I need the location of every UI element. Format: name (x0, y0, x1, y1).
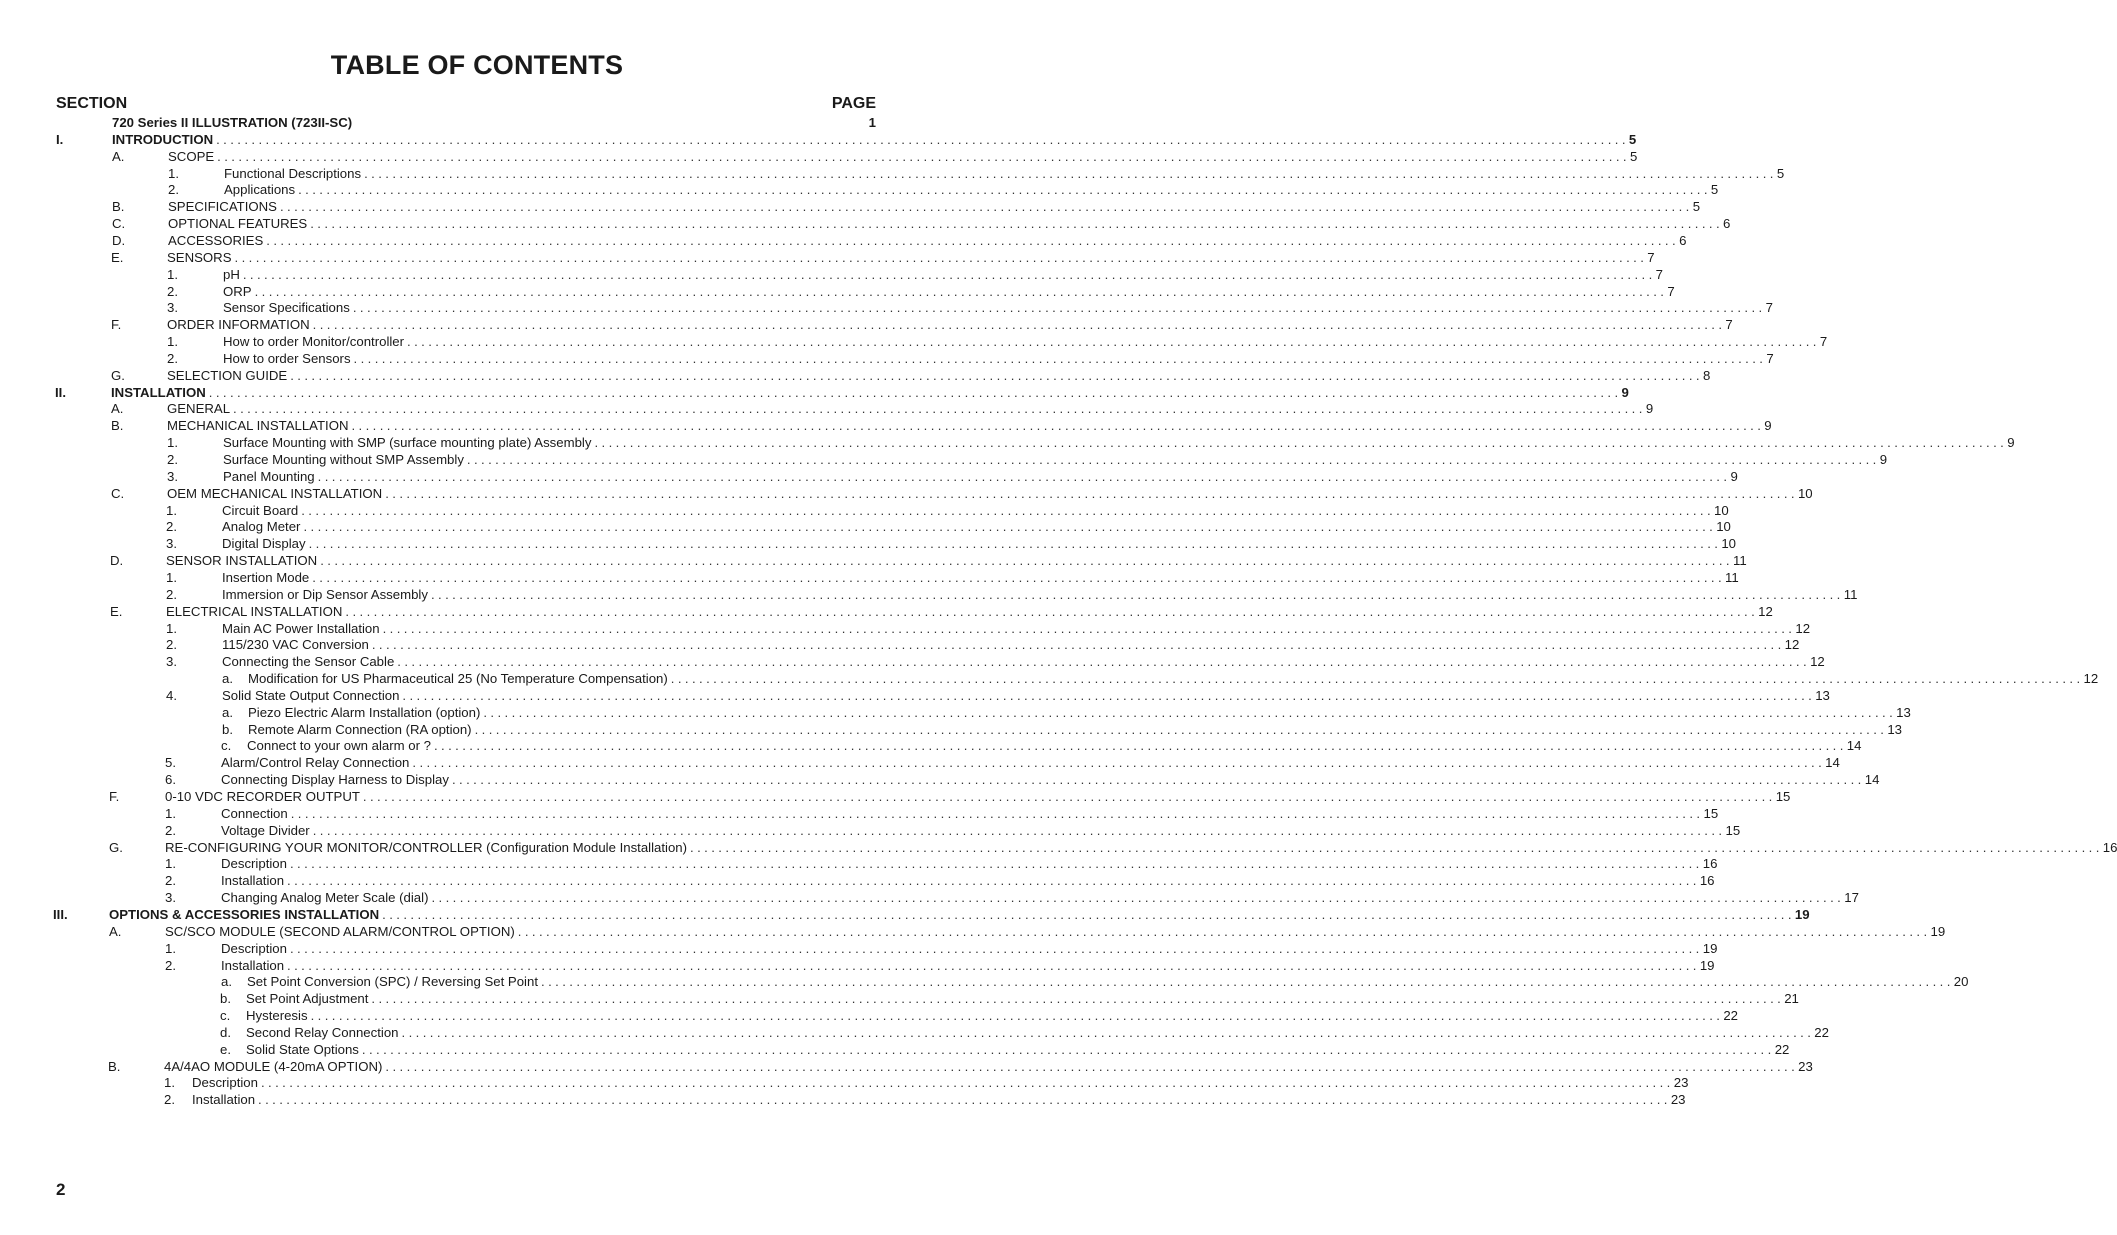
toc-entry-page: 9 (1730, 468, 1738, 484)
toc-entry-title: Panel Mounting (223, 469, 318, 486)
toc-entry-title: INSTALLATION (111, 385, 209, 402)
toc-entry[interactable] (166, 569, 1739, 587)
toc-entry-title: Circuit Board (222, 503, 301, 520)
toc-entry-number: c. (220, 1008, 231, 1024)
toc-entry[interactable] (220, 1008, 1739, 1025)
toc-entry-page: 8 (1702, 367, 1711, 383)
toc-entry-title: 115/230 VAC Conversion (222, 637, 372, 654)
dot-leader: ........................................................................................................................................................................................................ (298, 182, 1711, 198)
toc-entry-title: Remote Alarm Connection (RA option) (248, 722, 475, 739)
toc-entry-number: 5. (165, 755, 176, 771)
toc-entry-title: Installation (192, 1092, 258, 1109)
dot-leader: ........................................................................................................................................................................................................ (290, 367, 1703, 383)
toc-entry-page: 10 (1797, 485, 1813, 501)
toc-entry-page: 11 (1843, 586, 1858, 602)
toc-entry-title: Main AC Power Installation (222, 621, 383, 638)
toc-entry-number: B. (112, 199, 125, 215)
toc-entry-title: Connecting Display Harness to Display (221, 772, 452, 789)
toc-entry-number: 1. (165, 856, 176, 872)
toc-entry-title: OEM MECHANICAL INSTALLATION (167, 486, 385, 503)
dot-leader: ........................................................................................................................................................................................................ (431, 890, 1845, 906)
toc-entry-title: INTRODUCTION (112, 132, 216, 149)
toc-entry-number: III. (53, 906, 68, 922)
toc-entry-page: 15 (1703, 805, 1719, 821)
toc-entry-page: 14 (1846, 738, 1862, 754)
toc-entry-number: E. (110, 603, 123, 619)
dot-leader: ........................................................................................................................................................................................................ (407, 334, 1820, 350)
toc-entry-page: 21 (1784, 991, 1799, 1007)
dot-leader: ........................................................................................................................................................................................................ (430, 586, 1844, 602)
toc-entry-page: 9 (1879, 452, 1888, 467)
toc-entry-title: SELECTION GUIDE (167, 368, 290, 385)
toc-entry-title: Connect to your own alarm or ? (247, 738, 434, 755)
dot-leader: ........................................................................................................................................................................................................ (310, 216, 1724, 232)
toc-entry-number: e. (220, 1041, 231, 1057)
dot-leader: ........................................................................................................................................................................................................ (289, 856, 1703, 872)
toc-entry-title: Description (221, 856, 290, 873)
toc-entry-title: Piezo Electric Alarm Installation (option) (248, 705, 483, 722)
toc-entry-number: 2. (168, 182, 179, 198)
toc-entry-number: D. (112, 232, 126, 248)
toc-entry-page: 7 (1647, 249, 1655, 265)
toc-entry-number: 2. (166, 519, 177, 535)
dot-leader: ........................................................................................................................................................................................................ (466, 452, 1880, 467)
toc-entry-title: SENSOR INSTALLATION (166, 553, 320, 570)
dot-leader: ........................................................................................................................................................................................................ (361, 1041, 1775, 1057)
toc-entry[interactable] (167, 435, 2015, 452)
toc-entry-title: Alarm/Control Relay Connection (221, 755, 412, 772)
toc-entry-title: Hysteresis (246, 1008, 311, 1025)
page-title: TABLE OF CONTENTS (330, 50, 624, 80)
toc-entry[interactable] (167, 266, 1663, 284)
toc-entry-number: 1. (166, 620, 177, 636)
dot-leader: ........................................................................................................................................................................................................ (483, 704, 1897, 720)
toc-entry[interactable] (167, 350, 1774, 368)
dot-leader: ........................................................................................................................................................................................................ (290, 805, 1704, 821)
toc-entry-number: 3. (166, 536, 177, 552)
toc-entry-number: 2. (167, 283, 178, 299)
dot-leader: ........................................................................................................................................................................................................ (382, 906, 1795, 922)
toc-entry-page: 16 (1699, 873, 1715, 889)
toc-entry[interactable] (111, 249, 1655, 267)
toc-entry[interactable] (221, 974, 1969, 991)
toc-entry-number: d. (220, 1024, 231, 1040)
dot-leader: ........................................................................................................................................................................................................ (310, 1008, 1724, 1024)
toc-entry-number: 1. (167, 435, 178, 451)
toc-entry-page: 12 (1784, 637, 1800, 653)
toc-entry-number: A. (109, 923, 122, 939)
toc-entry[interactable] (167, 452, 1888, 469)
toc-entry-number: c. (221, 738, 232, 754)
toc-entry[interactable] (109, 839, 2117, 857)
toc-entry-title: How to order Sensors (223, 351, 354, 368)
toc-entry-page: 22 (1723, 1008, 1739, 1024)
dot-leader: ........................................................................................................................................................................................................ (362, 789, 1776, 804)
dot-leader: ........................................................................................................................................................................................................ (312, 317, 1726, 333)
toc-entry-number: 2. (166, 586, 177, 602)
toc-entry-page: 5 (1692, 199, 1701, 215)
toc-entry[interactable] (221, 738, 1862, 755)
toc-entry-page: 5 (1776, 165, 1785, 181)
toc-entry-number: 1. (166, 569, 177, 585)
toc-entry-number: I. (56, 131, 64, 147)
dot-leader: ........................................................................................................................................................................................................ (353, 350, 1767, 366)
toc-entry[interactable] (220, 1024, 1829, 1042)
toc-entry[interactable] (165, 890, 1859, 907)
toc-entry-title: RE-CONFIGURING YOUR MONITOR/CONTROLLER (Configuration Module Installation) (165, 840, 690, 857)
toc-entry-number: a. (221, 974, 232, 990)
dot-leader: ........................................................................................................................................................................................................ (385, 1058, 1799, 1074)
dot-leader: ........................................................................................................................................................................................................ (208, 384, 1622, 400)
dot-leader: ........................................................................................................................................................................................................ (216, 131, 1629, 147)
toc-entry-page: 9 (1645, 401, 1654, 417)
toc-entry-page: 23 (1798, 1058, 1813, 1074)
toc-entry-number: E. (111, 249, 124, 265)
toc-entry-number: A. (112, 148, 125, 164)
toc-entry-page: 9 (2007, 435, 2015, 451)
dot-leader: ........................................................................................................................................................................................................ (308, 536, 1722, 552)
dot-leader: ........................................................................................................................................................................................................ (242, 266, 1656, 282)
dot-leader: ........................................................................................................................................................................................................ (594, 435, 2008, 451)
toc-entry[interactable] (168, 165, 1785, 183)
toc-entry-title: SENSORS (167, 250, 235, 267)
dot-leader: ........................................................................................................................................................................................................ (517, 923, 1931, 939)
toc-entry-number: C. (111, 485, 125, 501)
toc-entry-number: 2. (166, 637, 177, 653)
toc-entry-page: 15 (1725, 822, 1741, 838)
dot-leader: ........................................................................................................................................................................................................ (266, 232, 1680, 248)
toc-entry-title: 4A/4AO MODULE (4-20mA OPTION) (164, 1059, 385, 1076)
toc-entry-title: Solid State Options (246, 1042, 362, 1059)
toc-entry[interactable] (166, 687, 1830, 705)
toc-entry-title: SCOPE (168, 149, 217, 166)
toc-entry-title: MECHANICAL INSTALLATION (167, 418, 351, 435)
toc-entry-title: How to order Monitor/controller (223, 334, 407, 351)
toc-entry-page: 22 (1774, 1041, 1790, 1057)
dot-leader: ........................................................................................................................................................................................................ (670, 671, 2084, 687)
dot-leader: ........................................................................................................................................................................................................ (474, 721, 1888, 737)
toc-entry-page: 6 (1679, 232, 1687, 248)
toc-entry[interactable] (111, 418, 1772, 435)
dot-leader: ........................................................................................................................................................................................................ (371, 991, 1785, 1007)
dot-leader: ........................................................................................................................................................................................................ (312, 822, 1726, 838)
dot-leader: ........................................................................................................................................................................................................ (690, 839, 2103, 855)
dot-leader: ........................................................................................................................................................................................................ (397, 654, 1811, 670)
toc-entry-page: 7 (1765, 300, 1773, 316)
toc-entry-number: A. (111, 401, 124, 417)
toc-entry-number: F. (109, 789, 120, 804)
dot-leader: ........................................................................................................................................................................................................ (287, 957, 1700, 973)
toc-entry[interactable] (168, 182, 1719, 199)
dot-leader: ........................................................................................................................................................................................................ (258, 1092, 1671, 1108)
toc-entry-page: 11 (1725, 569, 1739, 585)
toc-entry[interactable] (111, 485, 1813, 503)
toc-entry-page: 7 (1819, 334, 1828, 350)
toc-entry[interactable] (112, 216, 1731, 233)
toc-entry[interactable] (165, 957, 1715, 975)
toc-entry-page: 16 (1702, 856, 1718, 872)
toc-entry[interactable] (167, 334, 1828, 351)
toc-entry-number: D. (110, 553, 124, 569)
toc-entry-title: Installation (221, 873, 287, 890)
toc-entry-number: G. (109, 839, 123, 855)
toc-entry-number: b. (222, 721, 233, 737)
toc-entry-title: OPTIONAL FEATURES (168, 216, 310, 233)
toc-entry-page: 19 (1794, 906, 1810, 922)
toc-entry-number: 2. (165, 957, 176, 973)
dot-leader: ........................................................................................................................................................................................................ (254, 283, 1668, 299)
dot-leader: ........................................................................................................................................................................................................ (217, 148, 1630, 164)
dot-leader: ........................................................................................................................................................................................................ (260, 1075, 1674, 1091)
toc-entry-page: 12 (1795, 620, 1811, 636)
toc-entry[interactable] (166, 654, 1825, 671)
toc-entry-title: ELECTRICAL INSTALLATION (166, 604, 345, 621)
toc-entry-page: 5 (1710, 182, 1719, 198)
toc-entry-number: C. (112, 216, 126, 232)
toc-entry-page: 7 (1766, 350, 1774, 366)
dot-leader: ........................................................................................................................................................................................................ (233, 401, 1646, 417)
toc-entry-number: a. (222, 704, 233, 720)
toc-entry-number: B. (108, 1058, 121, 1074)
toc-entry-title: Analog Meter (222, 519, 303, 536)
dot-leader: ........................................................................................................................................................................................................ (371, 637, 1785, 653)
toc-entry-title: pH (223, 267, 243, 284)
dot-leader: ........................................................................................................................................................................................................ (320, 553, 1733, 569)
toc-entry[interactable] (112, 115, 876, 132)
toc-entry-title: Digital Display (222, 536, 309, 553)
toc-entry-page: 22 (1814, 1024, 1829, 1040)
toc-entry-title: 720 Series II ILLUSTRATION (723II-SC) (112, 115, 355, 132)
toc-entry-number: 2. (165, 873, 176, 889)
toc-entry-number: b. (220, 991, 231, 1007)
toc-entry-number: G. (111, 367, 125, 383)
dot-leader (355, 115, 869, 132)
toc-entry[interactable] (55, 384, 1629, 402)
dot-leader: ........................................................................................................................................................................................................ (385, 485, 1798, 501)
toc-entry-title: Sensor Specifications (223, 300, 353, 317)
toc-entry-title: Set Point Adjustment (246, 991, 371, 1008)
toc-entry[interactable] (166, 620, 1811, 638)
toc-entry-title: Second Relay Connection (246, 1025, 402, 1042)
dot-leader: ........................................................................................................................................................................................................ (351, 418, 1765, 434)
toc-entry-title: Connection (221, 806, 291, 823)
toc-entry-number: 3. (166, 654, 177, 670)
toc-entry[interactable] (164, 1075, 1689, 1092)
toc-entry-page: 20 (1953, 974, 1969, 990)
toc-entry-number: 3. (165, 890, 176, 906)
toc-entry[interactable] (166, 502, 1729, 520)
toc-entry-title: Functional Descriptions (224, 166, 364, 183)
toc-entry-page: 7 (1655, 266, 1663, 282)
dot-leader: ........................................................................................................................................................................................................ (287, 873, 1700, 889)
toc-entry-title: SC/SCO MODULE (SECOND ALARM/CONTROL OPTION) (165, 924, 518, 941)
toc-entry-title: Applications (224, 182, 298, 199)
toc-entry-title: ORDER INFORMATION (167, 317, 313, 334)
toc-entry-title: SPECIFICATIONS (168, 199, 280, 216)
toc-entry[interactable] (220, 1041, 1790, 1059)
toc-entry-number: F. (111, 317, 122, 333)
toc-entry[interactable] (166, 637, 1800, 654)
toc-entry[interactable] (167, 468, 1738, 486)
toc-entry-title: GENERAL (167, 401, 233, 418)
dot-leader: ........................................................................................................................................................................................................ (382, 620, 1796, 636)
toc-entry[interactable] (165, 822, 1741, 840)
toc-entry-page: 15 (1775, 789, 1791, 804)
toc-entry-number: II. (55, 384, 66, 400)
toc-entry[interactable] (167, 300, 1773, 317)
toc-entry[interactable] (109, 789, 1791, 806)
toc-entry[interactable] (112, 148, 1638, 166)
toc-entry[interactable] (108, 1058, 1813, 1076)
toc-entry[interactable] (167, 283, 1675, 301)
toc-entry-number: 3. (167, 300, 178, 316)
toc-entry[interactable] (164, 1092, 1686, 1109)
toc-entry[interactable] (109, 923, 1946, 941)
toc-entry-page: 5 (1629, 148, 1638, 164)
toc-entry-number: 4. (166, 687, 177, 703)
toc-entry[interactable] (111, 401, 1654, 418)
toc-entry-number: 3. (167, 468, 178, 484)
toc-entry-page: 5 (1628, 131, 1637, 147)
toc-entry-number: 1. (167, 334, 178, 350)
dot-leader: ........................................................................................................................................................................................................ (412, 755, 1826, 771)
dot-leader: ........................................................................................................................................................................................................ (279, 199, 1693, 215)
toc-entry-title: Description (192, 1075, 261, 1092)
toc-entry-number: 2. (165, 822, 176, 838)
toc-entry[interactable] (222, 671, 2099, 688)
toc-entry-title: Set Point Conversion (SPC) / Reversing Set Point (247, 974, 541, 991)
dot-leader: ........................................................................................................................................................................................................ (352, 300, 1766, 316)
toc-entry[interactable] (166, 519, 1731, 536)
toc-entry-page: 12 (1758, 603, 1773, 619)
page-column-header: PAGE (831, 95, 876, 112)
toc-entry-title: Modification for US Pharmaceutical 25 (No Temperature Compensation) (248, 671, 671, 688)
toc-entry-page: 19 (1930, 923, 1946, 939)
dot-leader: ........................................................................................................................................................................................................ (234, 249, 1648, 265)
toc-entry-title: OPTIONS & ACCESSORIES INSTALLATION (109, 907, 382, 924)
toc-entry-page: 12 (2083, 671, 2099, 687)
toc-entry-number: 1. (166, 502, 177, 518)
toc-entry[interactable] (110, 603, 1773, 621)
toc-entry[interactable] (56, 131, 1637, 149)
page-number: 2 (56, 1180, 66, 1199)
toc-entry-page: 23 (1673, 1075, 1689, 1091)
toc-entry-title: Surface Mounting with SMP (surface mounting plate) Assembly (223, 435, 594, 452)
toc-entry-title: Changing Analog Meter Scale (dial) (221, 890, 431, 907)
toc-entry[interactable] (112, 199, 1701, 216)
toc-entry-title: Installation (221, 958, 287, 975)
toc-entry[interactable] (222, 721, 1903, 739)
dot-leader: ........................................................................................................................................................................................................ (312, 569, 1726, 585)
dot-leader: ........................................................................................................................................................................................................ (289, 940, 1703, 956)
toc-entry-page: 13 (1887, 721, 1903, 737)
toc-entry[interactable] (110, 553, 1747, 570)
toc-entry[interactable] (165, 940, 1718, 958)
toc-entry[interactable] (166, 536, 1737, 553)
dot-leader: ........................................................................................................................................................................................................ (433, 738, 1847, 754)
toc-entry-title: Insertion Mode (222, 570, 312, 587)
toc-entry-number: a. (222, 671, 233, 687)
toc-entry[interactable] (165, 805, 1719, 823)
toc-entry-number: 1. (165, 940, 176, 956)
toc-entry-number: B. (111, 418, 124, 434)
toc-entry-title: ORP (223, 284, 255, 301)
dot-leader: ........................................................................................................................................................................................................ (541, 974, 1954, 990)
toc-entry-title: Description (221, 941, 290, 958)
toc-entry[interactable] (112, 232, 1687, 250)
dot-leader: ........................................................................................................................................................................................................ (401, 1024, 1815, 1040)
toc-entry-title: Connecting the Sensor Cable (222, 654, 397, 671)
toc-entry-number: 1. (165, 805, 176, 821)
toc-entry-page: 17 (1844, 890, 1859, 906)
toc-entry-title: Surface Mounting without SMP Assembly (223, 452, 467, 469)
dot-leader: ........................................................................................................................................................................................................ (364, 165, 1777, 181)
toc-entry-page: 14 (1864, 772, 1880, 788)
toc-entry-number: 6. (165, 772, 176, 788)
toc-entry-page: 16 (2102, 839, 2117, 855)
toc-entry-page: 10 (1714, 502, 1729, 518)
toc-entry[interactable] (165, 772, 1880, 789)
toc-entry-page: 19 (1699, 957, 1715, 973)
toc-entry-page: 11 (1732, 553, 1747, 569)
dot-leader: ........................................................................................................................................................................................................ (303, 519, 1717, 535)
toc-entry-page: 10 (1716, 519, 1731, 535)
toc-entry-title: Immersion or Dip Sensor Assembly (222, 587, 431, 604)
toc-entry[interactable] (220, 991, 1799, 1008)
toc-entry-title: Voltage Divider (221, 823, 313, 840)
toc-entry[interactable] (165, 856, 1718, 873)
toc-entry-page: 14 (1825, 755, 1840, 771)
toc-entry[interactable] (165, 873, 1715, 890)
toc-entry[interactable] (53, 906, 1810, 924)
toc-entry-page: 23 (1670, 1092, 1686, 1108)
toc-entry[interactable] (222, 704, 1911, 722)
toc-entry[interactable] (111, 317, 1733, 334)
toc-entry-page: 10 (1721, 536, 1737, 552)
toc-entry-page: 9 (1621, 384, 1629, 400)
dot-leader: ........................................................................................................................................................................................................ (402, 687, 1816, 703)
toc-entry-page: 12 (1810, 654, 1825, 670)
toc-entry[interactable] (165, 755, 1840, 772)
dot-leader: ........................................................................................................................................................................................................ (301, 502, 1715, 518)
toc-entry-page: 13 (1815, 687, 1830, 703)
toc-entry-page: 9 (1764, 418, 1772, 434)
toc-entry[interactable] (111, 367, 1711, 385)
toc-entry-page: 13 (1896, 704, 1911, 720)
dot-leader: ........................................................................................................................................................................................................ (345, 603, 1759, 619)
toc-entry-number: 2. (167, 452, 178, 467)
toc-entry-page: 6 (1723, 216, 1731, 232)
toc-entry-page: 7 (1667, 283, 1675, 299)
toc-entry[interactable] (166, 586, 1858, 604)
toc-entry-number: 1. (164, 1075, 175, 1091)
toc-entry-number: 1. (168, 165, 179, 181)
section-column-header: SECTION (56, 95, 128, 112)
toc-entry-number: 2. (164, 1092, 175, 1108)
toc-entry-title: 0-10 VDC RECORDER OUTPUT (165, 789, 363, 806)
dot-leader: ........................................................................................................................................................................................................ (451, 772, 1865, 788)
toc-entry-page: 19 (1702, 940, 1718, 956)
toc-entry-page: 1 (868, 115, 876, 130)
toc-entry-number: 2. (167, 350, 178, 366)
toc-entry-title: ACCESSORIES (168, 233, 266, 250)
toc-entry-page: 7 (1725, 317, 1733, 333)
toc-entry-title: Solid State Output Connection (222, 688, 402, 705)
dot-leader: ........................................................................................................................................................................................................ (317, 468, 1731, 484)
toc-entry-number: 1. (167, 266, 178, 282)
